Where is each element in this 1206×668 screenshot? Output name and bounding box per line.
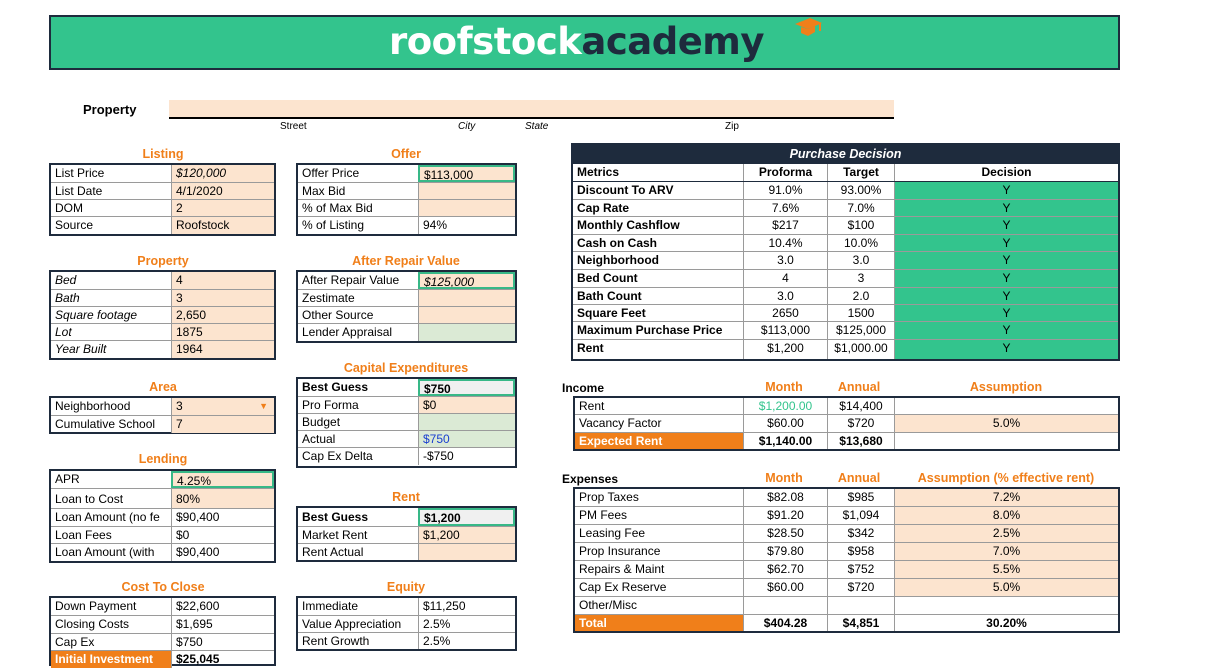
decision-value: Y — [894, 235, 1118, 251]
table-row — [575, 543, 1118, 561]
table-row — [575, 615, 1118, 631]
total-annual-value: $4,851 — [827, 615, 894, 631]
proforma-value: 4 — [743, 270, 827, 287]
lending-table — [49, 469, 276, 563]
cell-label: Lender Appraisal — [302, 325, 393, 339]
metric-label: Cap Rate — [577, 201, 630, 215]
capex-best-guess-value: $750 — [418, 379, 515, 396]
cell-label: Cap Ex Delta — [302, 449, 373, 463]
expense-annual-value: $985 — [827, 489, 894, 506]
bed-input[interactable]: 4 — [171, 272, 274, 289]
cell-label: Leasing Fee — [579, 526, 646, 540]
cell-label: Best Guess — [302, 510, 369, 524]
cell-label: Bed — [55, 273, 77, 287]
cell-label: After Repair Value — [302, 273, 400, 287]
purchase-decision-title: Purchase Decision — [573, 145, 1118, 164]
table-row — [298, 448, 515, 465]
source-input[interactable]: Roofstock — [171, 217, 274, 234]
market-rent-input[interactable]: $1,200 — [418, 527, 515, 543]
total-month-value: $404.28 — [743, 615, 827, 631]
logo-word-roofstock: roofstock — [389, 20, 582, 63]
table-row — [51, 165, 274, 183]
arv-table — [296, 270, 517, 343]
proforma-value: 10.4% — [743, 235, 827, 251]
cell-label: PM Fees — [579, 508, 628, 522]
table-row — [51, 527, 274, 544]
income-annual-value: $13,680 — [827, 433, 894, 449]
table-row — [573, 288, 1118, 305]
rent-table — [296, 506, 517, 562]
table-row — [573, 340, 1118, 359]
cell-label: Lot — [55, 325, 72, 339]
brand-logo — [389, 19, 764, 65]
table-row — [298, 616, 515, 633]
table-row — [298, 414, 515, 431]
table-row — [51, 398, 274, 416]
table-row — [298, 200, 515, 217]
cell-label: Rent Actual — [302, 545, 364, 559]
target-value: 10.0% — [827, 235, 894, 251]
city-label: City — [458, 121, 476, 132]
table-row — [573, 235, 1118, 252]
list-price-input[interactable]: $120,000 — [171, 165, 274, 182]
property-table — [49, 270, 276, 360]
offer-table — [296, 163, 517, 236]
target-value: $125,000 — [827, 322, 894, 339]
cell-label: Cap Ex — [55, 635, 95, 649]
rent-growth-input[interactable]: 2.5% — [418, 633, 515, 649]
table-header-row — [573, 164, 1118, 182]
street-label: Street — [280, 121, 307, 132]
table-row — [298, 397, 515, 414]
income-title: Income — [562, 381, 605, 395]
income-assumption-value — [894, 398, 1118, 414]
expense-month-value: $91.20 — [743, 507, 827, 524]
chevron-down-icon[interactable]: ▼ — [259, 401, 268, 411]
cell-label: Loan Fees — [55, 528, 112, 542]
total-label: Total — [575, 615, 743, 631]
expense-assumption-input[interactable]: 7.2% — [894, 489, 1118, 506]
cell-label: Immediate — [302, 599, 359, 613]
decision-value: Y — [894, 200, 1118, 216]
capex-pro-forma-input[interactable]: $0 — [418, 397, 515, 413]
metric-label: Rent — [577, 341, 604, 355]
proforma-value: 7.6% — [743, 200, 827, 216]
vacancy-assumption-input[interactable]: 5.0% — [894, 415, 1118, 432]
target-value: 7.0% — [827, 200, 894, 216]
arv-input[interactable]: $125,000 — [418, 272, 515, 289]
expense-month-value: $79.80 — [743, 543, 827, 560]
graduation-cap-icon — [793, 16, 823, 38]
expenses-table — [573, 487, 1120, 633]
expense-annual-value: $752 — [827, 561, 894, 578]
area-table — [49, 396, 276, 434]
expense-assumption-input[interactable]: 8.0% — [894, 507, 1118, 524]
capex-delta-value: -$750 — [418, 448, 515, 465]
target-value: $1,000.00 — [827, 340, 894, 359]
cell-label: Vacancy Factor — [579, 416, 662, 430]
apr-input[interactable]: 4.25% — [171, 471, 274, 488]
decision-value: Y — [894, 270, 1118, 287]
expense-annual-value: $1,094 — [827, 507, 894, 524]
dom-input[interactable]: 2 — [171, 200, 274, 216]
decision-value: Y — [894, 322, 1118, 339]
table-row — [575, 579, 1118, 597]
table-row — [51, 307, 274, 324]
cell-label: Expected Rent — [575, 433, 743, 449]
target-value: 1500 — [827, 305, 894, 321]
capex-title: Capital Expenditures — [343, 361, 469, 375]
year-built-input[interactable]: 1964 — [171, 341, 274, 358]
cell-label: Budget — [302, 415, 341, 429]
metric-label: Bath Count — [577, 289, 642, 303]
loan-to-cost-input[interactable]: 80% — [171, 489, 274, 508]
cell-label: Cumulative School — [55, 417, 156, 431]
income-annual-header: Annual — [837, 380, 881, 394]
table-row — [573, 200, 1118, 217]
table-row — [51, 341, 274, 358]
zestimate-input[interactable] — [418, 290, 515, 306]
cell-label: Zestimate — [302, 291, 355, 305]
expense-month-value — [743, 597, 827, 614]
target-value: 3 — [827, 270, 894, 287]
table-row — [51, 416, 274, 433]
expense-assumption-input[interactable]: 5.5% — [894, 561, 1118, 578]
income-assumption-header: Assumption — [969, 380, 1043, 394]
cell-label: Loan Amount (with — [55, 545, 155, 559]
cell-label: Offer Price — [302, 166, 360, 180]
table-row — [298, 217, 515, 234]
proforma-value: $1,200 — [743, 340, 827, 359]
cell-label: Value Appreciation — [302, 617, 402, 631]
property-label: Property — [83, 102, 137, 117]
cell-label: Pro Forma — [302, 398, 359, 412]
cell-label: DOM — [55, 201, 83, 215]
table-row — [573, 252, 1118, 270]
table-row — [298, 527, 515, 544]
closing-costs-value: $1,695 — [171, 616, 274, 633]
table-row — [298, 272, 515, 290]
table-row — [51, 183, 274, 200]
cell-label: Loan to Cost — [55, 492, 124, 506]
equity-table — [296, 596, 517, 651]
table-row — [298, 379, 515, 397]
income-month-value: $1,140.00 — [743, 433, 827, 449]
expense-assumption-value — [894, 597, 1118, 614]
table-row — [575, 489, 1118, 507]
table-row — [51, 651, 274, 668]
metric-label: Cash on Cash — [577, 236, 658, 250]
cell-label: Initial Investment — [51, 651, 171, 668]
cell-label: List Price — [55, 166, 105, 180]
table-row — [51, 509, 274, 527]
metric-label: Bed Count — [577, 271, 638, 285]
cell-label: Neighborhood — [55, 399, 131, 413]
cell-label: Actual — [302, 432, 336, 446]
table-row — [575, 597, 1118, 615]
arv-title: After Repair Value — [352, 254, 460, 268]
proforma-value: 3.0 — [743, 252, 827, 269]
table-row — [298, 324, 515, 341]
table-row — [51, 272, 274, 290]
rent-actual-input[interactable] — [418, 544, 515, 560]
target-value: $100 — [827, 217, 894, 234]
expense-annual-value: $958 — [827, 543, 894, 560]
neighborhood-select[interactable] — [171, 398, 274, 415]
expense-assumption-input[interactable]: 7.0% — [894, 543, 1118, 560]
sqft-input[interactable]: 2,650 — [171, 307, 274, 323]
pct-listing-value: 94% — [418, 217, 515, 234]
cell-label: Prop Insurance — [579, 544, 661, 558]
cell-label: Other Source — [302, 308, 374, 322]
income-assumption-value — [894, 433, 1118, 449]
cell-label: % of Listing — [302, 218, 365, 232]
listing-table — [49, 163, 276, 236]
property-address-input[interactable] — [169, 100, 894, 119]
capex-table — [296, 377, 517, 468]
cell-label: Market Rent — [302, 528, 368, 542]
cell-label: Cap Ex Reserve — [579, 580, 667, 594]
income-month-value: $60.00 — [743, 415, 827, 432]
pct-max-bid-input[interactable] — [418, 200, 515, 216]
proforma-value: 3.0 — [743, 288, 827, 304]
cost-to-close-table — [49, 596, 276, 666]
expense-month-value: $28.50 — [743, 525, 827, 542]
lending-title: Lending — [138, 452, 188, 466]
table-row — [573, 270, 1118, 288]
cell-label: Repairs & Maint — [579, 562, 665, 576]
income-annual-value: $14,400 — [827, 398, 894, 414]
header-metrics: Metrics — [577, 165, 620, 179]
table-row — [298, 307, 515, 324]
target-value: 3.0 — [827, 252, 894, 269]
cell-label: APR — [55, 472, 80, 486]
table-row — [298, 165, 515, 183]
initial-investment-value: $25,045 — [171, 651, 274, 668]
header-decision: Decision — [894, 164, 1118, 181]
cap-ex-value: $750 — [171, 634, 274, 650]
table-row — [51, 200, 274, 217]
cell-label: Rent Growth — [302, 634, 370, 648]
expense-annual-value: $342 — [827, 525, 894, 542]
offer-price-input[interactable]: $113,000 — [418, 165, 515, 182]
cell-label: Square footage — [55, 308, 138, 322]
cell-label: Bath — [55, 291, 80, 305]
cell-label: % of Max Bid — [302, 201, 373, 215]
zip-label: Zip — [725, 121, 739, 132]
income-month-header: Month — [765, 380, 803, 394]
lender-appraisal-input[interactable] — [418, 324, 515, 341]
loan-fees-value: $0 — [171, 527, 274, 543]
metric-label: Maximum Purchase Price — [577, 323, 723, 337]
other-source-input[interactable] — [418, 307, 515, 323]
table-row — [51, 217, 274, 234]
rent-title: Rent — [392, 490, 420, 504]
table-row — [575, 561, 1118, 579]
table-row — [298, 431, 515, 448]
header-target: Target — [827, 164, 894, 181]
expense-month-value: $82.08 — [743, 489, 827, 506]
expense-annual-value: $720 — [827, 579, 894, 596]
table-row — [51, 544, 274, 561]
metric-label: Square Feet — [577, 306, 646, 320]
metric-label: Monthly Cashflow — [577, 218, 680, 232]
table-row — [298, 183, 515, 200]
expenses-annual-header: Annual — [837, 471, 881, 485]
table-row — [51, 290, 274, 307]
offer-title: Offer — [391, 147, 421, 161]
decision-value: Y — [894, 288, 1118, 304]
metric-label: Neighborhood — [577, 253, 659, 267]
brand-banner — [49, 15, 1120, 70]
cell-label: Prop Taxes — [579, 490, 639, 504]
expense-assumption-input[interactable]: 2.5% — [894, 525, 1118, 542]
loan-amount-no-fees-value: $90,400 — [171, 509, 274, 526]
proforma-value: 2650 — [743, 305, 827, 321]
table-row — [51, 634, 274, 651]
table-row — [298, 508, 515, 527]
expenses-assumption-header: Assumption (% effective rent) — [917, 471, 1095, 485]
purchase-decision-table — [571, 143, 1120, 361]
table-row — [573, 322, 1118, 340]
target-value: 2.0 — [827, 288, 894, 304]
table-row — [51, 489, 274, 509]
cell-label: Source — [55, 218, 94, 232]
cell-label: Rent — [579, 399, 605, 413]
cell-label: Other/Misc — [579, 598, 638, 612]
table-row — [575, 507, 1118, 525]
bath-input[interactable]: 3 — [171, 290, 274, 306]
table-row — [573, 217, 1118, 235]
table-row — [51, 598, 274, 616]
table-row — [51, 616, 274, 634]
proforma-value: $217 — [743, 217, 827, 234]
equity-title: Equity — [386, 580, 426, 594]
capex-budget-input[interactable] — [418, 414, 515, 430]
value-appreciation-input[interactable]: 2.5% — [418, 616, 515, 632]
income-annual-value: $720 — [827, 415, 894, 432]
table-row — [298, 544, 515, 560]
school-input[interactable]: 7 — [171, 416, 274, 433]
cell-label: Down Payment — [55, 599, 137, 613]
state-label: State — [525, 121, 549, 132]
area-title: Area — [149, 380, 177, 394]
rent-best-guess-value: $1,200 — [418, 508, 515, 526]
property-title: Property — [137, 254, 189, 268]
metric-label: Discount To ARV — [577, 183, 674, 197]
table-row — [573, 182, 1118, 200]
table-row — [575, 433, 1118, 449]
cell-label: List Date — [55, 184, 103, 198]
table-row — [298, 633, 515, 649]
list-date-input[interactable]: 4/1/2020 — [171, 183, 274, 199]
cell-label: Loan Amount (no fe — [55, 510, 160, 524]
neighborhood-value: 3 — [176, 399, 183, 413]
table-row — [575, 415, 1118, 433]
header-proforma: Proforma — [743, 164, 827, 181]
immediate-equity-value: $11,250 — [418, 598, 515, 615]
cell-label: Best Guess — [302, 380, 369, 394]
cell-label: Closing Costs — [55, 617, 130, 631]
table-row — [575, 525, 1118, 543]
decision-value: Y — [894, 305, 1118, 321]
max-bid-input[interactable] — [418, 183, 515, 199]
expense-month-value: $62.70 — [743, 561, 827, 578]
logo-word-academy: academy — [581, 20, 764, 63]
table-row — [51, 471, 274, 489]
expenses-title: Expenses — [562, 472, 619, 486]
loan-amount-with-fees-value: $90,400 — [171, 544, 274, 561]
decision-value: Y — [894, 217, 1118, 234]
expense-month-value: $60.00 — [743, 579, 827, 596]
expenses-month-header: Month — [765, 471, 803, 485]
proforma-value: 91.0% — [743, 182, 827, 199]
cell-label: Year Built — [55, 342, 107, 356]
table-row — [575, 398, 1118, 415]
total-assumption-value: 30.20% — [894, 615, 1118, 631]
income-month-value: $1,200.00 — [743, 398, 827, 414]
expense-assumption-input[interactable]: 5.0% — [894, 579, 1118, 596]
capex-actual-input[interactable]: $750 — [418, 431, 515, 447]
table-row — [298, 290, 515, 307]
listing-title: Listing — [142, 147, 184, 161]
lot-input[interactable]: 1875 — [171, 324, 274, 340]
table-row — [298, 598, 515, 616]
target-value: 93.00% — [827, 182, 894, 199]
decision-value: Y — [894, 340, 1118, 359]
table-row — [51, 324, 274, 341]
cell-label: Max Bid — [302, 184, 346, 198]
proforma-value: $113,000 — [743, 322, 827, 339]
decision-value: Y — [894, 252, 1118, 269]
down-payment-value: $22,600 — [171, 598, 274, 615]
ctc-title: Cost To Close — [121, 580, 205, 594]
table-row — [573, 305, 1118, 322]
decision-value: Y — [894, 182, 1118, 199]
expense-annual-value — [827, 597, 894, 614]
income-table — [573, 396, 1120, 451]
